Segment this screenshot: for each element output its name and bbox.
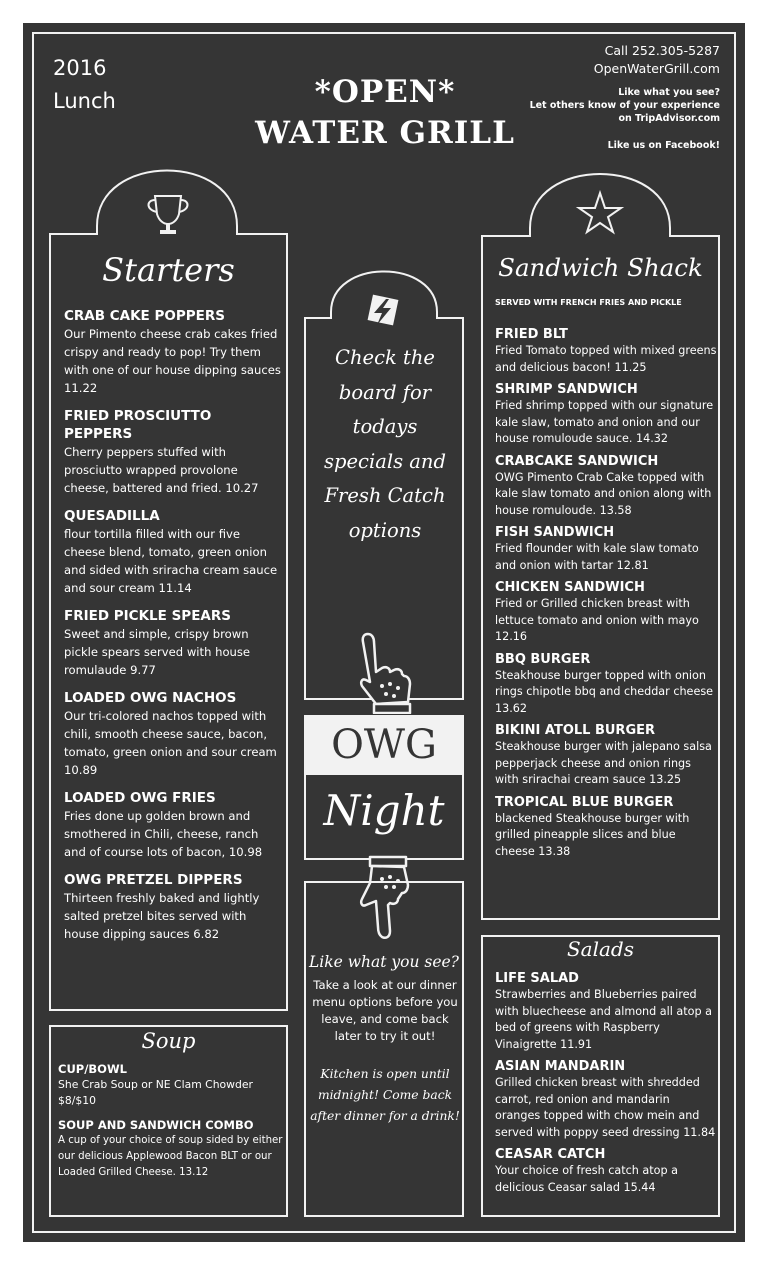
item-description: Strawberries and Blueberries paired with bluecheese and almond all atop a bed of greens with Raspberry Vinaigrette 11.91 xyxy=(495,988,713,1051)
title-line-1: *OPEN* xyxy=(314,74,456,110)
item-description: Sweet and simple, crispy brown pickle spears served with house romulaude 9.77 xyxy=(64,627,251,677)
item-name: FRIED BLT xyxy=(495,327,568,342)
list-item xyxy=(495,1058,717,1141)
item-description: Fried flounder with kale slaw tomato and onion with tartar 12.81 xyxy=(495,542,699,572)
dinner-promo-title: Like what you see? xyxy=(309,953,459,971)
item-name: LOADED OWG FRIES xyxy=(64,790,216,806)
website-link[interactable]: OpenWaterGrill.com xyxy=(593,61,720,76)
item-description: Our Pimento cheese crab cakes fried crispy and ready to pop! Try them with one of our house dipping sauces 11.22 xyxy=(64,327,281,395)
item-name: BBQ BURGER xyxy=(495,651,591,667)
title-line-2: WATER GRILL xyxy=(255,115,515,151)
dinner-promo-text: Take a look at our dinner menu options before you leave, and come back later to try it out! xyxy=(312,978,458,1043)
list-item xyxy=(495,579,717,646)
dinner-promo-panel xyxy=(304,881,464,1217)
item-description: Cherry peppers stuffed with prosciutto wrapped provolone cheese, battered and fried. 10.27 xyxy=(64,445,259,495)
list-item xyxy=(495,722,717,789)
item-description: blackened Steakhouse burger with grilled pineapple slices and blue cheese 13.38 xyxy=(495,811,690,858)
item-description: Steakhouse burger with jalepano salsa pepperjack cheese and onion rings with srirachai cream sauce 13.25 xyxy=(495,740,712,786)
list-item xyxy=(58,1061,284,1109)
starters-panel xyxy=(49,233,288,1011)
item-name: LOADED OWG NACHOS xyxy=(64,690,237,706)
list-item xyxy=(495,794,717,861)
soup-list xyxy=(58,1053,284,1181)
item-description: Grilled chicken breast with shredded carrot, red onion and mandarin oranges topped with chow mein and served with poppy seed dressing 11.84 xyxy=(495,1076,716,1139)
item-name: BIKINI ATOLL BURGER xyxy=(495,723,655,738)
item-description: Steakhouse burger topped with onion rings chipotle bbq and cheddar cheese 13.62 xyxy=(495,668,714,715)
sandwich-panel xyxy=(481,235,720,920)
item-name: SOUP AND SANDWICH COMBO xyxy=(58,1118,254,1132)
list-item xyxy=(64,871,282,943)
soup-title: Soup xyxy=(141,1029,196,1053)
list-item xyxy=(495,326,717,376)
sandwich-list xyxy=(495,321,717,860)
item-description: A cup of your choice of soup sided by either our delicious Applewood Bacon BLT or our Loaded Grilled Cheese. 13.12 xyxy=(58,1135,283,1178)
salads-panel xyxy=(481,935,720,1217)
item-name: QUESADILLA xyxy=(64,508,160,524)
starters-list xyxy=(64,297,282,943)
pointing-hand-up-icon xyxy=(354,630,412,714)
item-name: CRABCAKE SANDWICH xyxy=(495,453,659,469)
owg-banner xyxy=(304,715,464,775)
phone-number: Call 252.305-5287 xyxy=(604,43,720,58)
item-name: FRIED PROSCIUTTO PEPPERS xyxy=(64,408,212,442)
meal-label: Lunch xyxy=(53,89,116,113)
sandwich-title: Sandwich Shack xyxy=(498,253,703,282)
item-description: OWG Pimento Crab Cake topped with kale slaw tomato and onion along with house romuloude. 13.58 xyxy=(495,470,712,517)
list-item xyxy=(495,970,717,1053)
list-item xyxy=(495,651,717,718)
list-item xyxy=(495,381,717,448)
tripadvisor-line-3[interactable]: on TripAdvisor.com xyxy=(618,113,720,124)
list-item xyxy=(64,507,282,597)
item-description: Fried Tomato topped with mixed greens and delicious bacon! 11.25 xyxy=(495,344,717,374)
item-name: LIFE SALAD xyxy=(495,971,579,986)
owg-label: OWG xyxy=(331,722,437,768)
list-item xyxy=(495,524,717,574)
item-name: SHRIMP SANDWICH xyxy=(495,382,638,397)
item-name: ASIAN MANDARIN xyxy=(495,1059,626,1074)
tripadvisor-line-2: Let others know of your experience xyxy=(529,100,720,111)
item-name: CHICKEN SANDWICH xyxy=(495,580,645,595)
item-description: Fried shrimp topped with our signature kale slaw, tomato and onion and our house romuloude sauce. 14.32 xyxy=(495,399,714,445)
facebook-link[interactable]: Like us on Facebook! xyxy=(607,140,720,151)
list-item xyxy=(64,689,282,779)
item-description: Fried or Grilled chicken breast with lettuce tomato and onion with mayo 12.16 xyxy=(495,597,699,643)
item-description: Thirteen freshly baked and lightly salted pretzel bites served with house dipping sauces 6.82 xyxy=(64,891,260,941)
item-name: OWG PRETZEL DIPPERS xyxy=(64,872,243,888)
soup-panel xyxy=(49,1025,288,1217)
salads-list xyxy=(495,965,717,1196)
list-item xyxy=(64,407,282,497)
list-item xyxy=(58,1117,284,1181)
item-name: TROPICAL BLUE BURGER xyxy=(495,794,674,810)
sandwich-arch xyxy=(482,174,719,236)
item-name: CUP/BOWL xyxy=(58,1062,127,1076)
list-item xyxy=(64,789,282,861)
list-item xyxy=(495,453,717,520)
item-name: CEASAR CATCH xyxy=(495,1147,606,1162)
item-name: FRIED PICKLE SPEARS xyxy=(64,608,231,624)
item-name: FISH SANDWICH xyxy=(495,525,615,540)
night-label: Night xyxy=(323,786,445,835)
starters-title: Starters xyxy=(102,251,235,289)
item-name: CRAB CAKE POPPERS xyxy=(64,308,225,324)
salads-title: Salads xyxy=(566,937,634,961)
item-description: Our tri-colored nachos topped with chili, smooth cheese sauce, bacon, tomato, green onion and sour cream 10.89 xyxy=(64,709,277,777)
list-item xyxy=(495,1146,717,1196)
item-description: Your choice of fresh catch atop a delicious Ceasar salad 15.44 xyxy=(495,1164,679,1194)
item-description: flour tortilla filled with our five cheese blend, tomato, green onion and sided with sriracha cream sauce and sour cream 11.14 xyxy=(64,527,278,595)
specials-text: Check the board for todays specials and Fresh Catch options xyxy=(324,346,446,542)
list-item xyxy=(64,607,282,679)
item-description: Fries done up golden brown and smothered in Chili, cheese, ranch and of course lots of bacon, 10.98 xyxy=(64,809,263,859)
star-icon xyxy=(579,193,621,232)
trophy-icon xyxy=(148,196,187,234)
tripadvisor-line-1: Like what you see? xyxy=(618,87,720,98)
sandwich-subtitle: SERVED WITH FRENCH FRIES AND PICKLE xyxy=(495,298,682,307)
night-panel xyxy=(304,775,464,860)
item-description: She Crab Soup or NE Clam Chowder $8/$10 xyxy=(58,1078,253,1107)
list-item xyxy=(64,307,282,397)
year-label: 2016 xyxy=(53,56,107,80)
kitchen-hours-text: Kitchen is open until midnight! Come back after dinner for a drink! xyxy=(310,1067,460,1123)
